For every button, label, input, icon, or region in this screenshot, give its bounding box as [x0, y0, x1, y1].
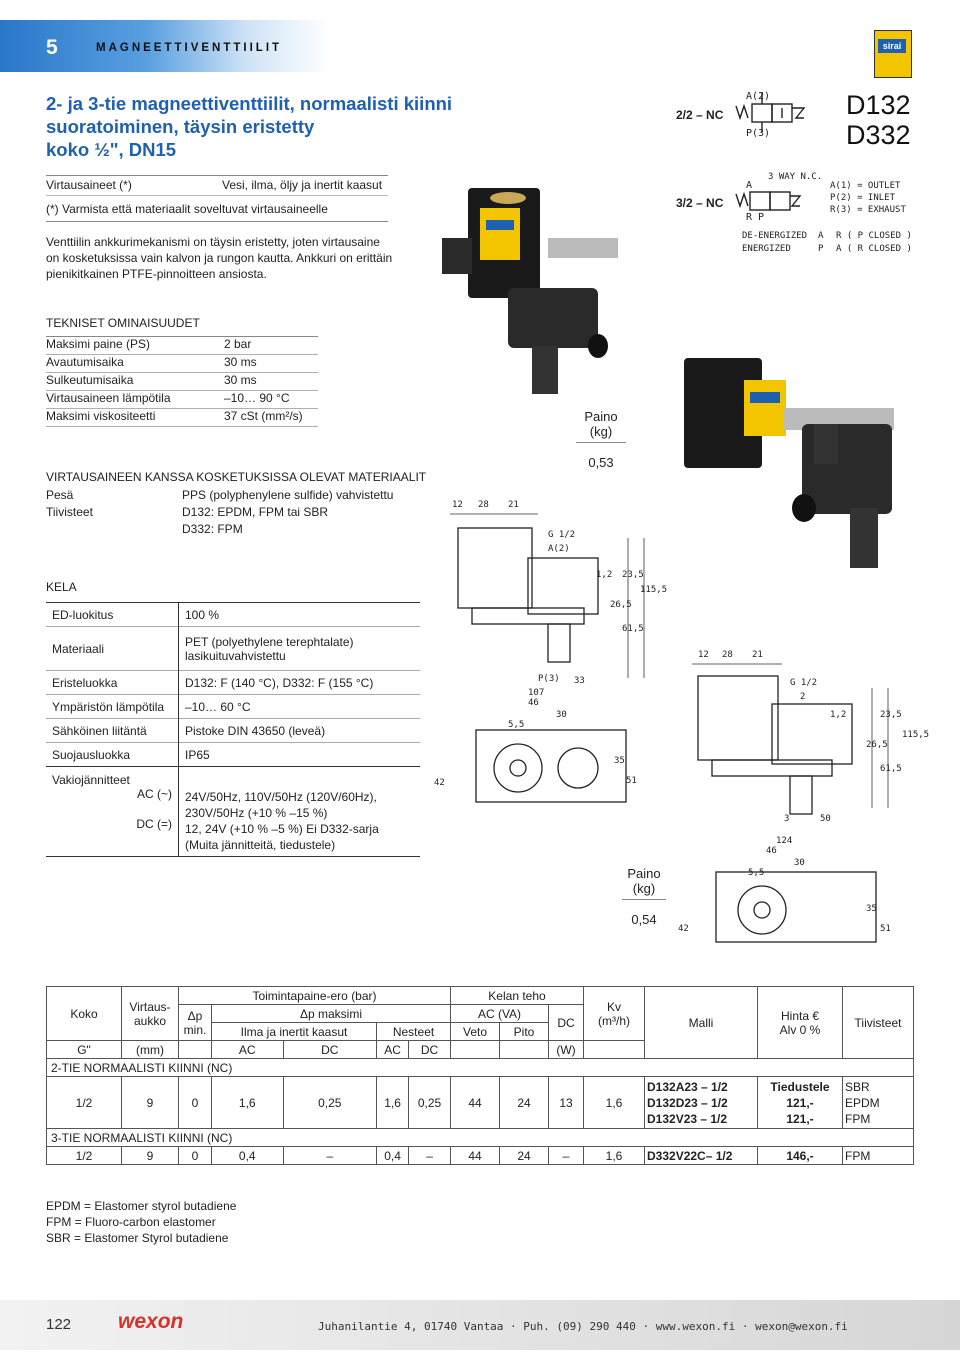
dim: 35 [866, 904, 877, 914]
materials-heading: VIRTAUSAINEEN KANSSA KOSKETUKSISSA OLEVAT MATERIAALIT [46, 470, 427, 484]
dim: 30 [794, 858, 805, 868]
dim: 61,5 [880, 764, 902, 774]
valve-photo-d332 [674, 348, 934, 578]
tech-heading: TEKNISET OMINAISUUDET [46, 316, 200, 330]
label-2-2-nc: 2/2 – NC [676, 108, 724, 122]
dim: A(2) [548, 544, 570, 554]
state-table: DE-ENERGIZED A R ( P CLOSED ) ENERGIZED P A ( R CLOSED ) [742, 231, 912, 254]
description: Venttiilin ankkurimekanismi on täysin eristetty, joten virtausaine on kosketuksissa vain kalvon ja rungon kautta. Ankkuri on erittäin pienikitkainen PTFE-pinnoitteen ansiosta. [46, 235, 393, 281]
rule [46, 175, 388, 176]
model-d332: D332 [846, 120, 911, 150]
rule [46, 195, 388, 196]
footer-address: Juhanilantie 4, 01740 Vantaa · Puh. (09) 290 440 · www.wexon.fi · wexon@wexon.fi [318, 1320, 848, 1333]
tech-table: Maksimi paine (PS) 2 bar Avautumisaika 30 ms Sulkeutumisaika 30 ms Virtausaineen lämpötila –10… 90 °C Maksimi viskositeetti 37 cSt (mm²/s) [46, 337, 318, 427]
dim: 51 [880, 924, 891, 934]
dim: G 1/2 [548, 530, 576, 540]
model-d132: D132 [846, 90, 911, 120]
dim: 35 [614, 756, 625, 766]
port-legend: A(1) = OUTLET P(2) = INLET R(3) = EXHAUST [830, 181, 906, 215]
price-table: Koko Virtaus- aukko Toimintapaine-ero (bar) Kelan teho Kv (m³/h) Malli Hinta € Alv 0 % Tiivisteet Δp min. Δp maksimi AC (VA) DC Ilma ja inertit kaasut Nesteet Veto Pito G" (mm) AC DC AC DC (W) 2-TIE NORMAALISTI KIINNI (NC) 1/2 9 0 1,6 0,25 1,6 0,25 44 24 13 1,6 D132A23 – 1/2 D132D23 – 1/2 D132V23 – 1/2 Tiedustele 121,- 121,- SBR EPDM FPM 3-TIE NORMAALISTI KIINNI (NC) 1/2 9 0 0,4 – 0,4 – 44 24 – 1,6 D332V22C– 1/2 146,- FPM [46, 986, 914, 1165]
kela-table: ED-luokitus 100 % Materiaali PET (polyethylene terephtalate) lasikuituvahvistettu Eristeluokka D132: F (140 °C), D332: F (155 °C) Ympäristön lämpötila –10… 60 °C Sähköinen liitäntä Pistoke DIN 43650 (leveä) Suojausluokka IP65 Vakiojännitteet AC (~) DC (=) 24V/50Hz, 110V/50Hz (120V/60Hz), 230V/50Hz (+10 % –15 %) 12, 24V (+10 % –5 %) Ei D332-sarja (Muita jännitteitä, tiedustele) [46, 602, 420, 857]
dim: 1,2 [830, 710, 847, 720]
dim: P(3) [538, 674, 560, 684]
dim: 21 [508, 500, 519, 510]
dim: 107 [528, 688, 545, 698]
dim: 5,5 [508, 720, 525, 730]
dim: 124 [776, 836, 793, 846]
kela-heading: KELA [46, 580, 77, 594]
materials-table: Pesä PPS (polyphenylene sulfide) vahvistettu Tiivisteet D132: EPDM, FPM tai SBR D332: FPM [46, 488, 394, 536]
dim: 28 [722, 650, 733, 660]
technical-drawing-d132 [428, 498, 664, 804]
schematic-3-2-symbol [734, 188, 806, 216]
dim: 50 [820, 814, 831, 824]
port-p: P [758, 212, 765, 223]
technical-drawing-d332 [672, 648, 920, 946]
media-note: (*) Varmista että materiaalit soveltuvat virtausaineelle [46, 202, 328, 216]
dim: 42 [678, 924, 689, 934]
dim: 23,5 [880, 710, 902, 720]
page-title: 2- ja 3-tie magneettiventtiilit, normaalisti kiinni suoratoiminen, täysin eristetty koko ½", DN15 [46, 93, 453, 160]
dim: 23,5 [622, 570, 644, 580]
sirai-logo: sirai [874, 30, 912, 78]
dim: 61,5 [622, 624, 644, 634]
dim: 26,5 [610, 600, 632, 610]
label-3-2-nc: 3/2 – NC [676, 196, 724, 210]
weight-box-1: Paino (kg) 0,53 [576, 409, 626, 489]
dim: 1,2 [596, 570, 613, 580]
media-value: Vesi, ilma, öljy ja inertit kaasut [222, 178, 383, 192]
dim: 51 [626, 776, 637, 786]
abbreviations: EPDM = Elastomer styrol butadiene FPM = Fluoro-carbon elastomer SBR = Elastomer Styrol butadiene [46, 1199, 237, 1245]
dim: 46 [528, 698, 539, 708]
dim: G 1/2 [790, 678, 818, 688]
weight-box-2: Paino (kg) 0,54 [622, 866, 666, 938]
port-r: R [746, 212, 753, 223]
section-title: MAGNEETTIVENTTIILIT [96, 42, 283, 54]
section-number: 5 [46, 36, 58, 59]
dim: 21 [752, 650, 763, 660]
page-number: 122 [46, 1316, 72, 1333]
dim: 26,5 [866, 740, 888, 750]
dim: 33 [574, 676, 585, 686]
media-label: Virtausaineet (*) [46, 178, 132, 192]
three-way-label: 3 WAY N.C. [768, 172, 823, 182]
dim: 42 [434, 778, 445, 788]
brand-logo: wexon [118, 1310, 184, 1333]
dim: 46 [766, 846, 777, 856]
dim: 12 [698, 650, 709, 660]
dim: 115,5 [902, 730, 930, 740]
port-a: A [746, 180, 753, 191]
dim: 12 [452, 500, 463, 510]
dim: 5,5 [748, 868, 765, 878]
valve-photo-d132 [408, 178, 638, 398]
dim: 3 [784, 814, 790, 824]
port-a2: A(2) [746, 91, 771, 102]
dim: 2 [800, 692, 806, 702]
dim: 30 [556, 710, 567, 720]
rule [46, 221, 388, 222]
port-p3: P(3) [746, 128, 771, 139]
dim: 28 [478, 500, 489, 510]
dim: 115,5 [640, 585, 668, 595]
